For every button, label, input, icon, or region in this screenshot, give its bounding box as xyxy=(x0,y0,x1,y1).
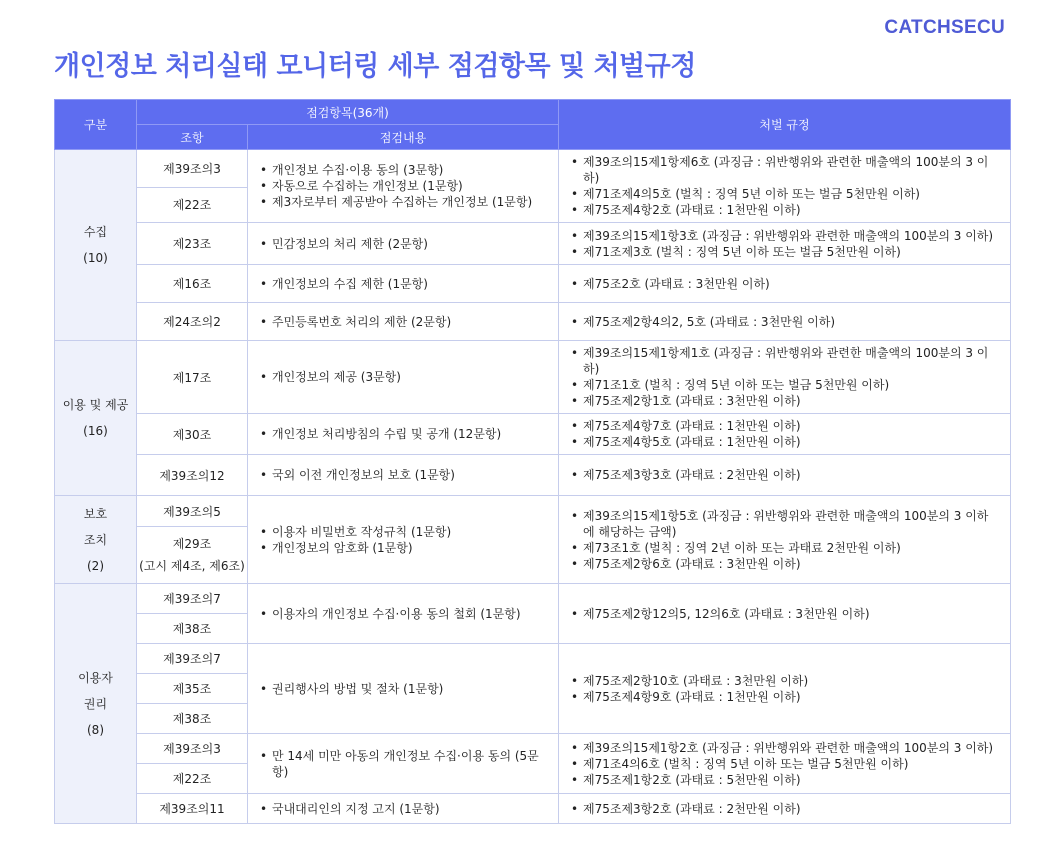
brand-logo: CATCHSECU xyxy=(884,17,1005,38)
category-use: 이용 및 제공 (16) xyxy=(55,341,137,496)
list-item: • 제71조4의6호 (벌칙 : 징역 5년 이하 또는 벌금 5천만원 이하) xyxy=(571,756,998,772)
article-cell: 제35조 xyxy=(137,674,248,704)
bullet-list xyxy=(571,467,998,483)
bullet-list xyxy=(571,606,998,622)
list-item: • 제75조제4항5호 (과태료 : 1천만원 이하) xyxy=(571,434,998,450)
article-cell: 제22조 xyxy=(137,187,248,222)
list-item: • 제75조제1항2호 (과태료 : 5천만원 이하) xyxy=(571,772,998,788)
list-item: • 제75조제4항2호 (과태료 : 1천만원 이하) xyxy=(571,202,998,218)
list-item: • 제75조제2항10호 (과태료 : 3천만원 이하) xyxy=(571,673,998,689)
list-item: • 제75조제2항4의2, 5호 (과태료 : 3천만원 이하) xyxy=(571,314,998,330)
header-penalty: 처벌 규정 xyxy=(559,100,1011,150)
article-cell: 제38조 xyxy=(137,614,248,644)
bullet-list xyxy=(571,154,998,218)
bullet-list xyxy=(260,426,546,442)
penalty-cell xyxy=(559,223,1011,265)
content-cell xyxy=(248,734,559,794)
category-rights: 이용자 권리 (8) xyxy=(55,584,137,824)
list-item: • 제75조제4항9호 (과태료 : 1천만원 이하) xyxy=(571,689,998,705)
bullet-list xyxy=(571,345,998,409)
article-cell: 제39조의12 xyxy=(137,455,248,496)
list-item: • 제39조의15제1항2호 (과징금 : 위반행위와 관련한 매출액의 100분의 3 이하) xyxy=(571,740,998,756)
content-cell xyxy=(248,303,559,341)
bullet-list xyxy=(571,508,998,572)
bullet-list xyxy=(260,467,546,483)
penalty-cell xyxy=(559,496,1011,584)
bullet-list xyxy=(260,314,546,330)
bullet-list xyxy=(571,314,998,330)
list-item: • 개인정보 처리방침의 수립 및 공개 (12문항) xyxy=(260,426,546,442)
list-item: • 민감정보의 처리 제한 (2문항) xyxy=(260,236,546,252)
bullet-list xyxy=(260,276,546,292)
article-cell: 제16조 xyxy=(137,265,248,303)
article-cell: 제29조 (고시 제4조, 제6조) xyxy=(137,527,248,584)
header-article: 조항 xyxy=(137,125,248,150)
list-item: • 제75조제2항12의5, 12의6호 (과태료 : 3천만원 이하) xyxy=(571,606,998,622)
article-cell: 제30조 xyxy=(137,414,248,455)
list-item: • 주민등록번호 처리의 제한 (2문항) xyxy=(260,314,546,330)
list-item: • 개인정보의 제공 (3문항) xyxy=(260,369,546,385)
bullet-list xyxy=(260,369,546,385)
article-cell: 제17조 xyxy=(137,341,248,414)
list-item: • 자동으로 수집하는 개인정보 (1문항) xyxy=(260,178,546,194)
penalty-cell xyxy=(559,150,1011,223)
bullet-list xyxy=(571,801,998,817)
content-cell xyxy=(248,341,559,414)
bullet-list xyxy=(260,681,546,697)
content-cell xyxy=(248,455,559,496)
list-item: • 제75조2호 (과태료 : 3천만원 이하) xyxy=(571,276,998,292)
article-cell: 제39조의5 xyxy=(137,496,248,527)
header-items-group: 점검항목(36개) xyxy=(137,100,559,125)
header-category: 구분 xyxy=(55,100,137,150)
article-cell: 제39조의7 xyxy=(137,644,248,674)
article-cell: 제39조의3 xyxy=(137,734,248,764)
article-cell: 제38조 xyxy=(137,704,248,734)
list-item: • 개인정보의 수집 제한 (1문항) xyxy=(260,276,546,292)
page-title: 개인정보 처리실태 모니터링 세부 점검항목 및 처벌규정 xyxy=(54,51,696,82)
bullet-list xyxy=(571,673,998,705)
article-cell: 제39조의7 xyxy=(137,584,248,614)
bullet-list xyxy=(260,236,546,252)
bullet-list xyxy=(260,162,546,210)
list-item: • 만 14세 미만 아동의 개인정보 수집·이용 동의 (5문항) xyxy=(260,748,546,780)
list-item: • 제73조1호 (벌칙 : 징역 2년 이하 또는 과태료 2천만원 이하) xyxy=(571,540,998,556)
list-item: • 제75조제4항7호 (과태료 : 1천만원 이하) xyxy=(571,418,998,434)
penalty-cell xyxy=(559,644,1011,734)
list-item: • 제39조의15제1항제1호 (과징금 : 위반행위와 관련한 매출액의 100분의 3 이하) xyxy=(571,345,998,377)
article-cell: 제24조의2 xyxy=(137,303,248,341)
bullet-list xyxy=(571,276,998,292)
bullet-list xyxy=(260,748,546,780)
list-item: • 이용자의 개인정보 수집·이용 동의 철회 (1문항) xyxy=(260,606,546,622)
penalty-cell xyxy=(559,265,1011,303)
category-protect: 보호 조치 (2) xyxy=(55,496,137,584)
content-cell xyxy=(248,794,559,824)
inspection-table xyxy=(54,99,1011,824)
list-item: • 제39조의15제1항3호 (과징금 : 위반행위와 관련한 매출액의 100분의 3 이하) xyxy=(571,228,998,244)
content-cell xyxy=(248,150,559,223)
list-item: • 제39조의15제1항제6호 (과징금 : 위반행위와 관련한 매출액의 100분의 3 이하) xyxy=(571,154,998,186)
article-cell: 제39조의11 xyxy=(137,794,248,824)
header-content: 점검내용 xyxy=(248,125,559,150)
bullet-list xyxy=(260,606,546,622)
content-cell xyxy=(248,265,559,303)
list-item: • 국외 이전 개인정보의 보호 (1문항) xyxy=(260,467,546,483)
list-item: • 제3자로부터 제공받아 수집하는 개인정보 (1문항) xyxy=(260,194,546,210)
list-item: • 개인정보 수집·이용 동의 (3문항) xyxy=(260,162,546,178)
bullet-list xyxy=(571,418,998,450)
list-item: • 국내대리인의 지정 고지 (1문항) xyxy=(260,801,546,817)
list-item: • 개인정보의 암호화 (1문항) xyxy=(260,540,546,556)
bullet-list xyxy=(571,228,998,260)
list-item: • 제75조제3항2호 (과태료 : 2천만원 이하) xyxy=(571,801,998,817)
bullet-list xyxy=(571,740,998,788)
list-item: • 제75조제2항1호 (과태료 : 3천만원 이하) xyxy=(571,393,998,409)
article-cell: 제39조의3 xyxy=(137,150,248,188)
list-item: • 이용자 비밀번호 작성규칙 (1문항) xyxy=(260,524,546,540)
penalty-cell xyxy=(559,734,1011,794)
article-cell: 제23조 xyxy=(137,223,248,265)
list-item: • 제71조1호 (벌칙 : 징역 5년 이하 또는 벌금 5천만원 이하) xyxy=(571,377,998,393)
article-cell: 제22조 xyxy=(137,764,248,794)
penalty-cell xyxy=(559,584,1011,644)
penalty-cell xyxy=(559,794,1011,824)
penalty-cell xyxy=(559,414,1011,455)
list-item: • 제75조제3항3호 (과태료 : 2천만원 이하) xyxy=(571,467,998,483)
bullet-list xyxy=(260,524,546,556)
list-item: • 제39조의15제1항5호 (과징금 : 위반행위와 관련한 매출액의 100분의 3 이하에 해당하는 금액) xyxy=(571,508,998,540)
bullet-list xyxy=(260,801,546,817)
content-cell xyxy=(248,496,559,584)
content-cell xyxy=(248,414,559,455)
category-collect: 수집 (10) xyxy=(55,150,137,341)
penalty-cell xyxy=(559,455,1011,496)
content-cell xyxy=(248,584,559,644)
list-item: • 제75조제2항6호 (과태료 : 3천만원 이하) xyxy=(571,556,998,572)
penalty-cell xyxy=(559,341,1011,414)
list-item: • 제71조제3호 (벌칙 : 징역 5년 이하 또는 벌금 5천만원 이하) xyxy=(571,244,998,260)
content-cell xyxy=(248,644,559,734)
list-item: • 제71조제4의5호 (벌칙 : 징역 5년 이하 또는 벌금 5천만원 이하) xyxy=(571,186,998,202)
content-cell xyxy=(248,223,559,265)
list-item: • 권리행사의 방법 및 절차 (1문항) xyxy=(260,681,546,697)
penalty-cell xyxy=(559,303,1011,341)
